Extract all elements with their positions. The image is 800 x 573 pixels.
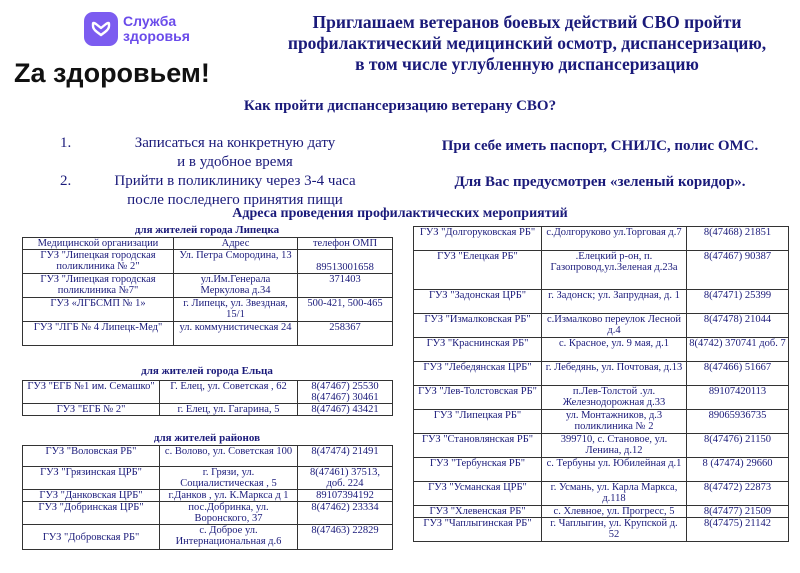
step-number: 1.	[60, 135, 72, 151]
org-cell: ГУЗ "ЕГБ № 2"	[23, 404, 160, 416]
table-row	[23, 274, 393, 298]
address-cell: г. Липецк, ул. Звездная, 15/1	[174, 298, 298, 322]
phone-cell: 8(47466) 51667	[687, 362, 789, 386]
table-row	[414, 482, 789, 506]
phone-cell: 8(47467) 90387	[687, 251, 789, 290]
table-row	[23, 250, 393, 274]
districts-table	[22, 445, 393, 550]
table-row	[23, 490, 393, 502]
address-cell: Г. Елец, ул. Советская , 62	[160, 381, 298, 404]
table-row	[23, 404, 393, 416]
address-cell: с. Хлевное, ул. Прогресс, 5	[542, 506, 687, 518]
lipetsk-table	[22, 237, 393, 346]
green-corridor-note: Для Вас предусмотрен «зеленый коридор».	[454, 174, 746, 190]
table-row	[414, 227, 789, 251]
yelets-table	[22, 380, 393, 416]
address-cell: г. Задонск; ул. Запрудная, д. 1	[542, 290, 687, 314]
address-cell: г. Усмань, ул. Карла Маркса, д.118	[542, 482, 687, 506]
logo-line-1: Служба	[123, 13, 177, 29]
org-cell: ГУЗ "Грязинская ЦРБ"	[23, 467, 160, 490]
org-cell: ГУЗ "Задонская ЦРБ"	[414, 290, 542, 314]
org-cell: ГУЗ "ЛГБ № 4 Липецк-Мед"	[23, 322, 174, 346]
step-text: после последнего принятия пищи	[127, 192, 343, 208]
table-row	[414, 386, 789, 410]
address-cell: ул.Им.Генерала Меркулова д.34	[174, 274, 298, 298]
address-cell: г.Данков , ул. К.Маркса д 1	[160, 490, 298, 502]
address-cell: пос.Добринка, ул. Воронского, 37	[160, 502, 298, 525]
org-cell: ГУЗ "Чаплыгинская РБ"	[414, 518, 542, 542]
districts-table-continued	[413, 226, 789, 542]
phone-cell: 8(47471) 25399	[687, 290, 789, 314]
phone-cell: 258367	[298, 322, 393, 346]
section-title-lipetsk: для жителей города Липецка	[134, 224, 280, 236]
address-cell: ул. Монтажников, д.3 поликлиника № 2	[542, 410, 687, 434]
table-row	[23, 298, 393, 322]
phone-cell: 8(47477) 21509	[687, 506, 789, 518]
slogan: Zа здоровьем!	[14, 58, 210, 88]
table-row	[414, 518, 789, 542]
address-cell: .Елецкий р-он, п. Газопровод,ул.Зеленая д.23а	[542, 251, 687, 290]
steps-list	[60, 134, 390, 210]
address-cell: с. Доброе ул. Интернациональная д.6	[160, 525, 298, 550]
address-cell: с.Долгоруково ул.Торговая д.7	[542, 227, 687, 251]
column-header: Медицинской организации	[23, 238, 174, 250]
column-header: Адрес	[174, 238, 298, 250]
phone-cell: 8 (47474) 29660	[687, 458, 789, 482]
org-cell: ГУЗ "Хлевенская РБ"	[414, 506, 542, 518]
table-row	[414, 410, 789, 434]
column-header: телефон ОМП	[298, 238, 393, 250]
phone-cell: 8(47475) 21142	[687, 518, 789, 542]
table-row	[414, 506, 789, 518]
address-cell: Ул. Петра Смородина, 13	[174, 250, 298, 274]
org-cell: ГУЗ "Лебедянская ЦРБ"	[414, 362, 542, 386]
phone-cell: 8(47461) 37513, доб. 224	[298, 467, 393, 490]
step-2	[60, 172, 390, 210]
phone-cell: 8(47476) 21150	[687, 434, 789, 458]
address-cell: г. Лебедянь, ул. Почтовая, д.13	[542, 362, 687, 386]
address-cell: г. Грязи, ул. Социалистическая , 5	[160, 467, 298, 490]
org-cell: ГУЗ "Становлянская РБ"	[414, 434, 542, 458]
headline-line-3: в том числе углубленную диспансеризацию	[355, 54, 699, 74]
docs-note: При себе иметь паспорт, СНИЛС, полис ОМС.	[441, 138, 759, 154]
table-row	[23, 467, 393, 490]
address-cell: ул. коммунистическая 24	[174, 322, 298, 346]
table-row	[414, 458, 789, 482]
address-cell: с. Волово, ул. Советская 100	[160, 446, 298, 467]
subheadline: Как пройти диспансеризацию ветерану СВО?	[243, 98, 557, 114]
phone-cell: 371403	[298, 274, 393, 298]
address-cell: п.Лев-Толстой .ул. Железнодорожная д.33	[542, 386, 687, 410]
address-cell: с. Тербуны ул. Юбилейная д.1	[542, 458, 687, 482]
phone-cell: 89065936735	[687, 410, 789, 434]
table-header-row	[23, 238, 393, 250]
org-cell: ГУЗ "Данковская ЦРБ"	[23, 490, 160, 502]
headline-line-2: профилактический медицинский осмотр, диспансеризацию,	[287, 33, 767, 53]
address-cell: г. Елец, ул. Гагарина, 5	[160, 404, 298, 416]
step-text: и в удобное время	[177, 154, 293, 170]
org-cell: ГУЗ "Долгоруковская РБ"	[414, 227, 542, 251]
address-cell: с. Красное, ул. 9 мая, д.1	[542, 338, 687, 362]
phone-cell: 8(47467) 25530 8(47467) 30461	[298, 381, 393, 404]
address-cell: г. Чаплыгин, ул. Крупской д. 52	[542, 518, 687, 542]
step-text: Записаться на конкретную дату	[134, 135, 336, 151]
table-row	[23, 322, 393, 346]
phone-cell: 8(47474) 21491	[298, 446, 393, 467]
service-logo	[84, 10, 200, 48]
phone-cell: 8(47478) 21044	[687, 314, 789, 338]
org-cell: ГУЗ "Воловская РБ"	[23, 446, 160, 467]
phone-cell: 89107394192	[298, 490, 393, 502]
table-row	[23, 502, 393, 525]
org-cell: ГУЗ "Липецкая городская поликлиника № 2"	[23, 250, 174, 274]
phone-cell: 8(4742) 370741 доб. 7	[687, 338, 789, 362]
table-row	[414, 314, 789, 338]
addresses-title: Адреса проведения профилактических мероприятий	[232, 206, 568, 221]
phone-cell: 89513001658	[298, 250, 393, 274]
org-cell: ГУЗ "Измалковская РБ"	[414, 314, 542, 338]
phone-cell: 8(47468) 21851	[687, 227, 789, 251]
table-row	[23, 381, 393, 404]
logo-line-2: здоровья	[123, 28, 190, 44]
logo-heart-icon	[84, 12, 118, 46]
step-number: 2.	[60, 173, 72, 189]
table-row	[23, 525, 393, 550]
table-row	[414, 362, 789, 386]
org-cell: ГУЗ "Тербунская РБ"	[414, 458, 542, 482]
org-cell: ГУЗ "Усманская ЦРБ"	[414, 482, 542, 506]
table-row	[414, 251, 789, 290]
phone-cell: 8(47472) 22873	[687, 482, 789, 506]
headline	[262, 12, 792, 75]
table-row	[414, 338, 789, 362]
org-cell: ГУЗ «ЛГБСМП № 1»	[23, 298, 174, 322]
table-row	[414, 290, 789, 314]
phone-cell: 8(47463) 22829	[298, 525, 393, 550]
org-cell: ГУЗ "Лев-Толстовская РБ"	[414, 386, 542, 410]
step-text: Прийти в поликлинику через 3-4 часа	[114, 173, 356, 189]
org-cell: ГУЗ "ЕГБ №1 им. Семашко"	[23, 381, 160, 404]
org-cell: ГУЗ "Липецкая городская поликлиника №7"	[23, 274, 174, 298]
org-cell: ГУЗ "Добринская ЦРБ"	[23, 502, 160, 525]
phone-cell: 8(47467) 43421	[298, 404, 393, 416]
address-cell: с.Измалково переулок Лесной д.4	[542, 314, 687, 338]
org-cell: ГУЗ "Елецкая РБ"	[414, 251, 542, 290]
phone-cell: 500-421, 500-465	[298, 298, 393, 322]
section-title-yelets: для жителей города Ельца	[141, 365, 273, 377]
step-1	[60, 134, 390, 172]
address-cell: 399710, с. Становое, ул. Ленина, д.12	[542, 434, 687, 458]
table-row	[414, 434, 789, 458]
org-cell: ГУЗ "Добровская РБ"	[23, 525, 160, 550]
org-cell: ГУЗ "Краснинская РБ"	[414, 338, 542, 362]
org-cell: ГУЗ "Липецкая РБ"	[414, 410, 542, 434]
phone-cell: 89107420113	[687, 386, 789, 410]
phone-cell: 8(47462) 23334	[298, 502, 393, 525]
section-title-districts: для жителей районов	[153, 432, 261, 444]
table-row	[23, 446, 393, 467]
headline-line-1: Приглашаем ветеранов боевых действий СВО пройти	[312, 12, 742, 32]
